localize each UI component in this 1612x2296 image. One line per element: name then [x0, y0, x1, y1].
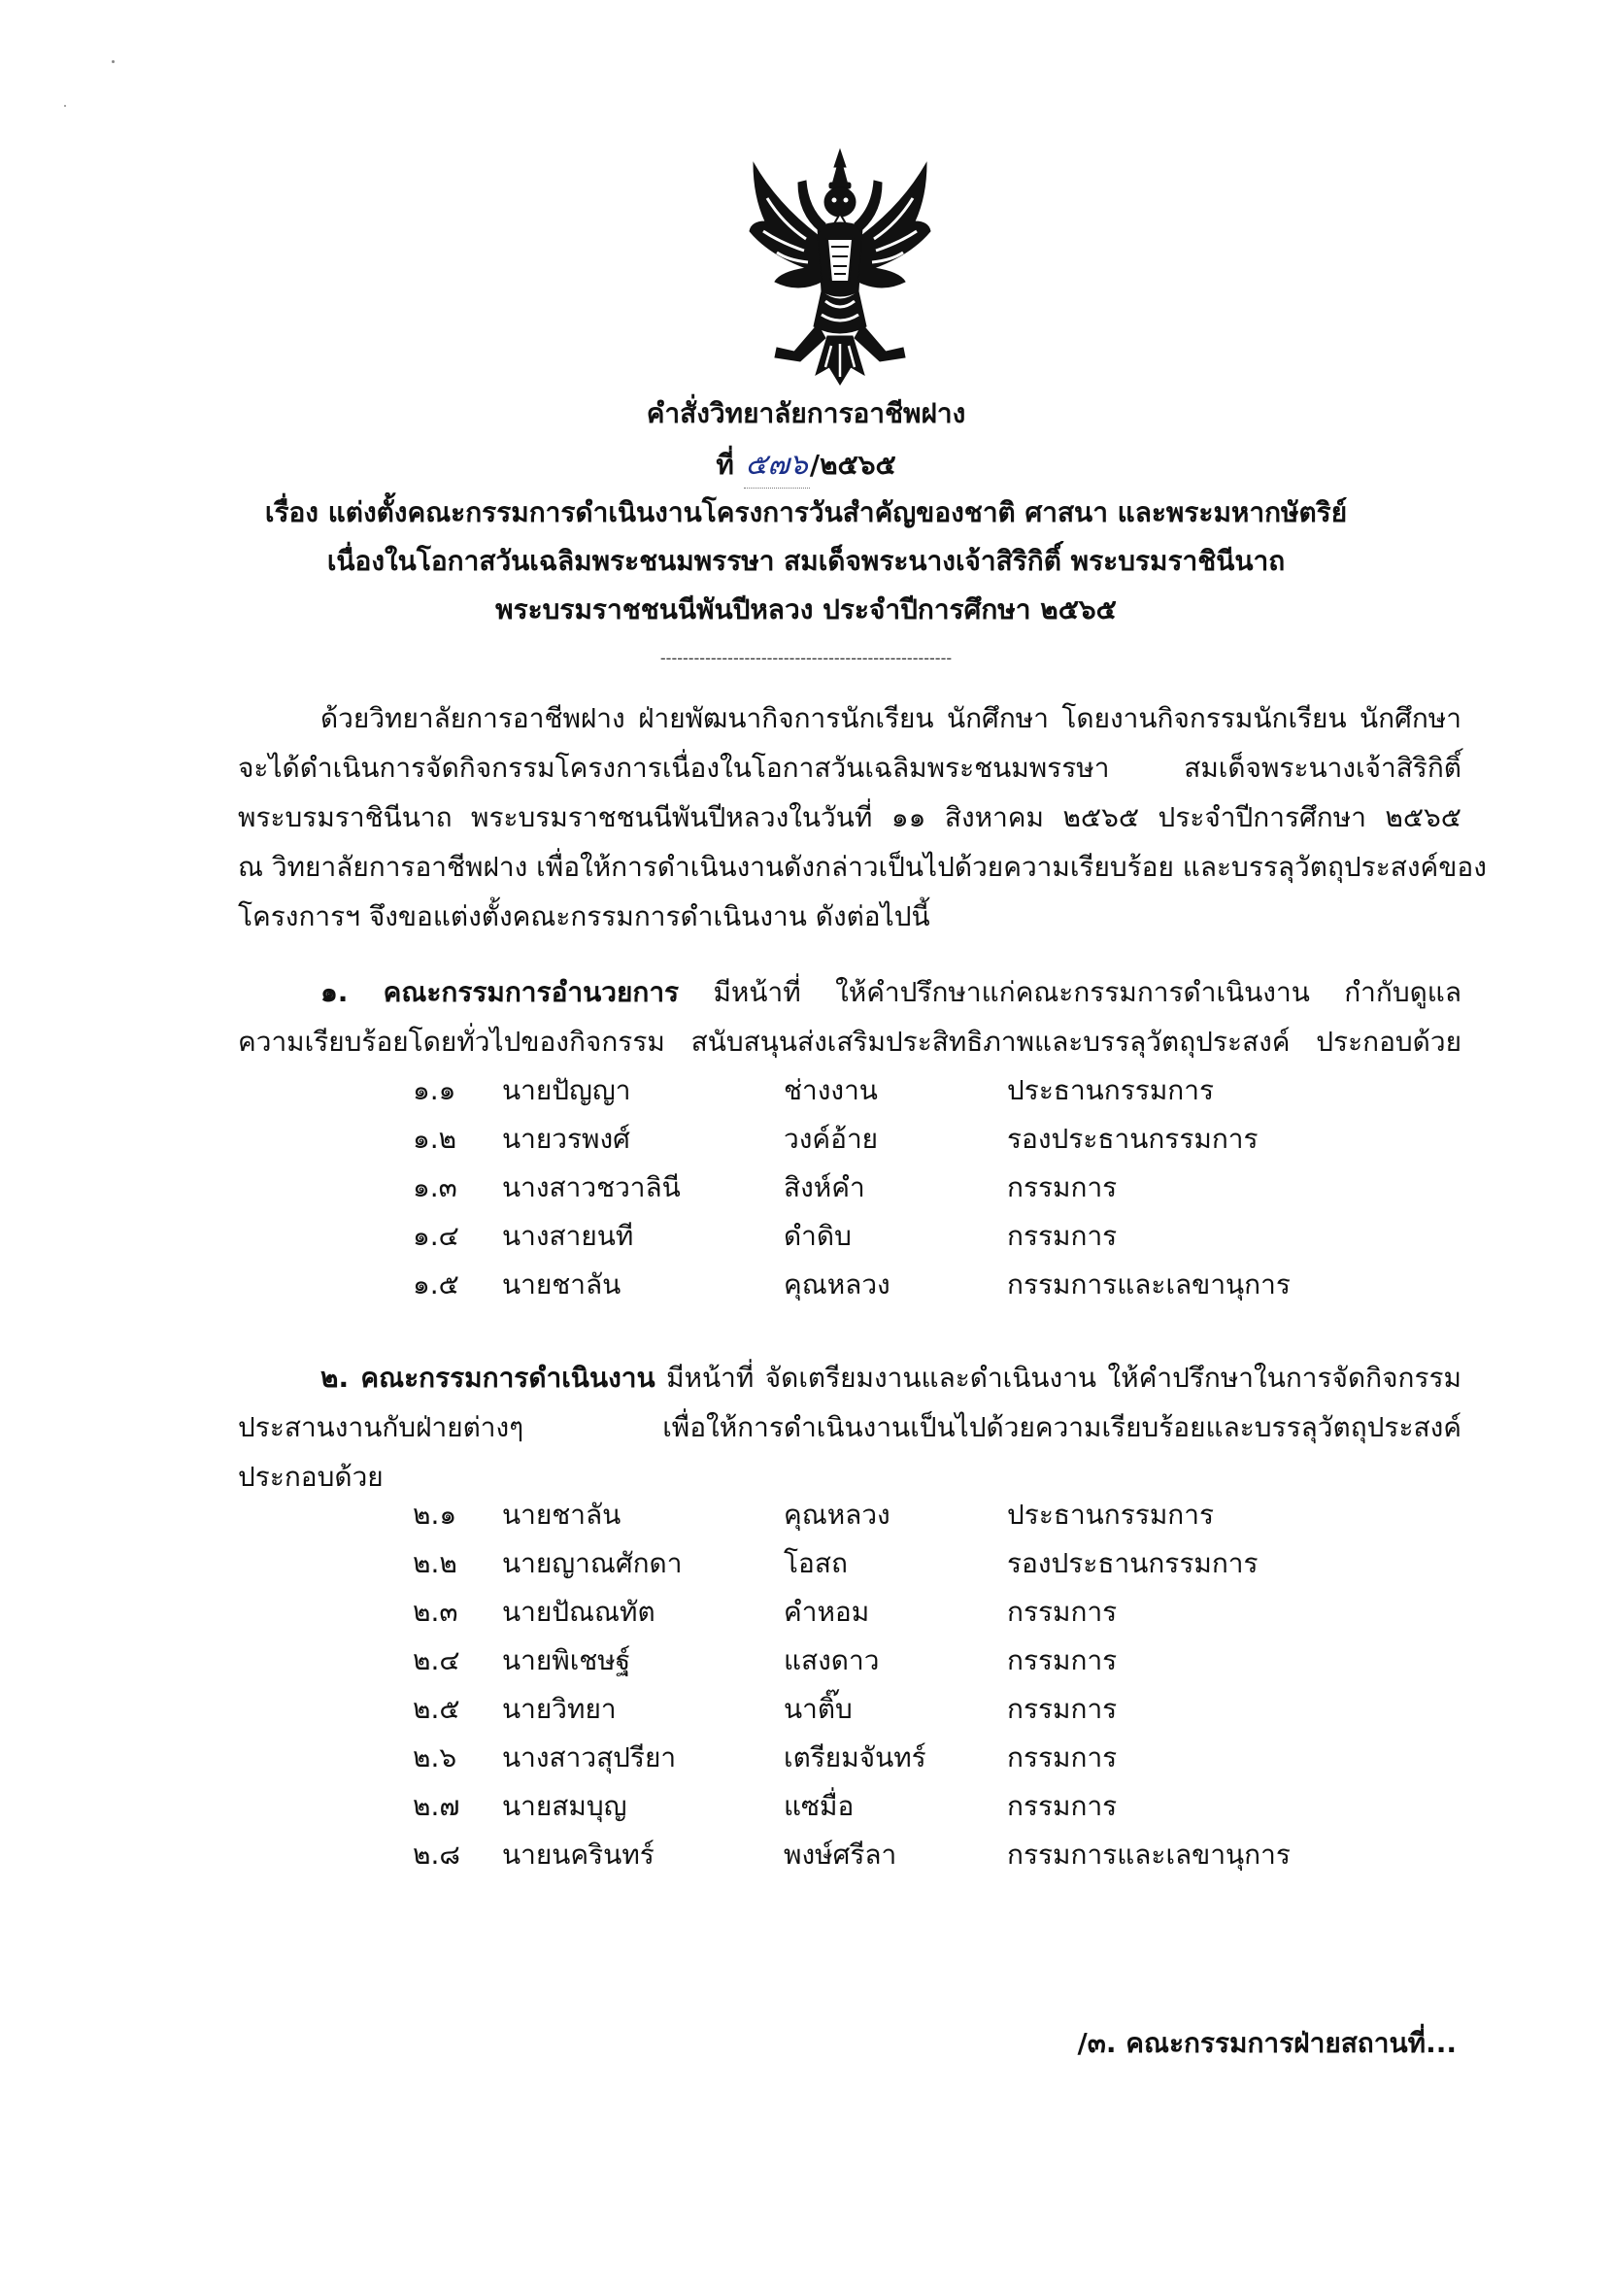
member-number: ๒.๘: [413, 1839, 460, 1871]
member-name: นายสมบุญ: [502, 1790, 627, 1822]
member-role: ประธานกรรมการ: [1007, 1499, 1215, 1531]
member-surname: เตรียมจันทร์: [784, 1741, 926, 1773]
member-surname: ช่างงาน: [784, 1074, 878, 1106]
subject-line-2: เนื่องในโอกาสวันเฉลิมพระชนมพรรษา สมเด็จพระนางเจ้าสิริกิติ์ พระบรมราชินีนาถ: [326, 545, 1286, 577]
section-2-description: [238, 1353, 1461, 1502]
member-role: กรรมการ: [1007, 1220, 1118, 1252]
section-1-line: [238, 967, 1461, 1017]
scan-speck: [112, 60, 115, 63]
member-role: กรรมการ: [1007, 1741, 1118, 1773]
member-name: นางสายนที: [502, 1220, 634, 1252]
member-row: [413, 1066, 1384, 1115]
intro-line: จะได้ดำเนินการจัดกิจกรรมโครงการเนื่องในโอกาสวันเฉลิมพระชนมพรรษา สมเด็จพระนางเจ้าสิริกิติ์: [238, 752, 1461, 784]
section-2-text: มีหน้าที่ จัดเตรียมงานและดำเนินงาน ให้คำปรึกษาในการจัดกิจกรรม: [655, 1362, 1461, 1394]
member-number: ๑.๒: [413, 1123, 457, 1155]
garuda-emblem-icon: [748, 146, 932, 388]
member-role: กรรมการ: [1007, 1171, 1118, 1203]
intro-line: โครงการฯ จึงขอแต่งตั้งคณะกรรมการดำเนินงาน ดังต่อไปนี้: [238, 900, 930, 932]
member-surname: คุณหลวง: [784, 1499, 890, 1531]
order-year: /๒๕๖๕: [809, 449, 896, 481]
section-2-title: ๒. คณะกรรมการดำเนินงาน: [320, 1362, 655, 1394]
separator-line: ----------------------------------------------------: [659, 649, 953, 667]
member-number: ๑.๔: [413, 1220, 459, 1252]
member-surname: พงษ์ศรีลา: [784, 1839, 897, 1871]
member-number: ๑.๓: [413, 1171, 457, 1203]
member-name: นายปัณณทัต: [502, 1596, 655, 1628]
member-name: นายชาลัน: [502, 1499, 621, 1531]
member-number: ๒.๖: [413, 1741, 457, 1773]
member-surname: นาติ๊บ: [784, 1693, 853, 1725]
scan-speck: [64, 105, 66, 107]
member-name: นายพิเชษฐ์: [502, 1644, 631, 1676]
member-surname: วงค์อ้าย: [784, 1123, 879, 1155]
subject-line-3: พระบรมราชชนนีพันปีหลวง ประจำปีการศึกษา ๒๕๖๕: [495, 593, 1117, 625]
order-number: [0, 442, 1612, 489]
member-name: นายชาลัน: [502, 1268, 621, 1300]
subject-line-1: เรื่อง แต่งตั้งคณะกรรมการดำเนินงานโครงการวันสำคัญของชาติ ศาสนา และพระมหากษัตริย์: [264, 496, 1348, 528]
member-surname: แสงดาว: [784, 1644, 880, 1676]
order-prefix: ที่: [716, 449, 734, 481]
member-role: กรรมการ: [1007, 1596, 1118, 1628]
member-surname: ดำดิบ: [784, 1220, 852, 1252]
member-number: ๒.๕: [413, 1693, 460, 1725]
member-number: ๒.๒: [413, 1547, 457, 1579]
member-row: [413, 1115, 1384, 1164]
order-issuer-title: คำสั่งวิทยาลัยการอาชีพฝาง: [646, 397, 966, 429]
member-role: รองประธานกรรมการ: [1007, 1123, 1259, 1155]
member-role: กรรมการและเลขานุการ: [1007, 1268, 1291, 1300]
member-row: [413, 1212, 1384, 1261]
section-2-line: ประกอบด้วย: [238, 1461, 384, 1493]
member-role: ประธานกรรมการ: [1007, 1074, 1215, 1106]
intro-paragraph: [238, 693, 1487, 941]
section-2-line: ประสานงานกับฝ่ายต่างๆ เพื่อให้การดำเนินงานเป็นไปด้วยความเรียบร้อยและบรรลุวัตถุประสงค์: [238, 1411, 1461, 1443]
member-name: นายนครินทร์: [502, 1839, 655, 1871]
member-name: นายวรพงศ์: [502, 1123, 630, 1155]
section-1-description: [238, 967, 1461, 1066]
order-number-handwritten: ๕๗๖: [744, 442, 810, 489]
member-row: [413, 1637, 1384, 1685]
member-role: กรรมการ: [1007, 1644, 1118, 1676]
intro-line: พระบรมราชินีนาถ พระบรมราชชนนีพันปีหลวงในวันที่ ๑๑ สิงหาคม ๒๕๖๕ ประจำปีการศึกษา ๒๕๖๕: [238, 801, 1461, 833]
member-surname: โอสถ: [784, 1547, 848, 1579]
member-number: ๒.๗: [413, 1790, 460, 1822]
section-2-member-list: [413, 1491, 1384, 1879]
member-number: ๒.๔: [413, 1644, 460, 1676]
section-1-member-list: [413, 1066, 1384, 1309]
member-role: รองประธานกรรมการ: [1007, 1547, 1259, 1579]
member-surname: คุณหลวง: [784, 1268, 890, 1300]
member-row: [413, 1539, 1384, 1588]
member-number: ๑.๑: [413, 1074, 456, 1106]
intro-line: ณ วิทยาลัยการอาชีพฝาง เพื่อให้การดำเนินงานดังกล่าวเป็นไปด้วยความเรียบร้อย และบรรลุวัตถุประสงค์ของ: [238, 851, 1487, 883]
member-row: [413, 1734, 1384, 1782]
member-role: กรรมการ: [1007, 1790, 1118, 1822]
member-row: [413, 1164, 1384, 1212]
member-row: [413, 1491, 1384, 1539]
intro-text: ด้วยวิทยาลัยการอาชีพฝาง ฝ่ายพัฒนากิจการนักเรียน นักศึกษา โดยงานกิจกรรมนักเรียน นักศึกษา: [320, 702, 1461, 734]
member-role: กรรมการและเลขานุการ: [1007, 1839, 1291, 1871]
member-name: นางสาวชวาลินี: [502, 1171, 681, 1203]
section-1-line: ความเรียบร้อยโดยทั่วไปของกิจกรรม สนับสนุนส่งเสริมประสิทธิภาพและบรรลุวัตถุประสงค์ ประกอบด้วย: [238, 1026, 1461, 1058]
section-2-line: [238, 1353, 1461, 1402]
member-name: นายปัญญา: [502, 1074, 631, 1106]
section-1-title: ๑. คณะกรรมการอำนวยการ: [320, 976, 680, 1008]
member-surname: สิงห์คำ: [784, 1171, 865, 1203]
member-number: ๑.๕: [413, 1268, 459, 1300]
member-number: ๒.๑: [413, 1499, 457, 1531]
member-row: [413, 1831, 1384, 1879]
member-name: นางสาวสุปรียา: [502, 1741, 677, 1773]
intro-line: [238, 693, 1461, 743]
member-row: [413, 1588, 1384, 1637]
continued-on-next-page: /๓. คณะกรรมการฝ่ายสถานที่...: [1077, 2027, 1457, 2059]
member-row: [413, 1685, 1384, 1734]
member-surname: คำหอม: [784, 1596, 870, 1628]
member-name: นายญาณศักดา: [502, 1547, 683, 1579]
section-1-text: มีหน้าที่ ให้คำปรึกษาแก่คณะกรรมการดำเนินงาน กำกับดูแล: [679, 976, 1461, 1008]
member-row: [413, 1261, 1384, 1309]
member-role: กรรมการ: [1007, 1693, 1118, 1725]
member-number: ๒.๓: [413, 1596, 458, 1628]
member-row: [413, 1782, 1384, 1831]
member-name: นายวิทยา: [502, 1693, 617, 1725]
member-surname: แซมื่อ: [784, 1790, 855, 1822]
